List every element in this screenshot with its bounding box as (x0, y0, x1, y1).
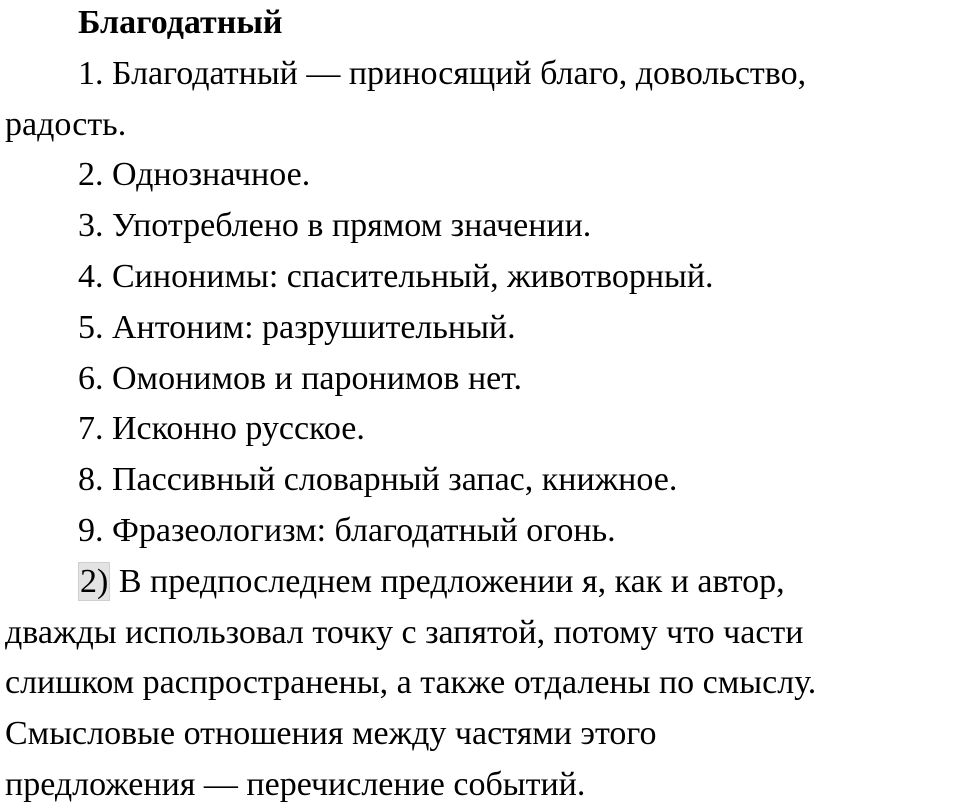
answer-line-5: предложения — перечисление событий. (5, 765, 586, 803)
list-item-4: 4. Синонимы: спасительный, животворный. (78, 257, 714, 295)
list-item-1-continuation: радость. (5, 105, 127, 143)
list-item-7: 7. Исконно русское. (78, 410, 365, 448)
answer-line-2: дважды использовал точку с запятой, потому что части (5, 613, 804, 651)
answer-line-4: Смысловые отношения между частями этого (5, 715, 657, 753)
answer-line-3: слишком распространены, а также отдалены по смыслу. (5, 664, 817, 702)
list-item-8: 8. Пассивный словарный запас, книжное. (78, 461, 678, 499)
list-item-1: 1. Благодатный — приносящий благо, довольство, (78, 54, 807, 92)
answer-marker: 2) (80, 562, 109, 600)
list-item-3: 3. Употреблено в прямом значении. (78, 207, 592, 245)
list-item-2: 2. Однозначное. (78, 156, 311, 194)
document-heading: Благодатный (78, 4, 283, 41)
list-item-9: 9. Фразеологизм: благодатный огонь. (78, 511, 616, 549)
answer-paragraph-start (5, 557, 950, 608)
document-body (5, 0, 950, 811)
list-item-6: 6. Омонимов и паронимов нет. (78, 359, 523, 397)
list-item-5: 5. Антоним: разрушительный. (78, 308, 516, 346)
answer-line-1: В предпоследнем предложении я, как и автор, (110, 562, 785, 600)
